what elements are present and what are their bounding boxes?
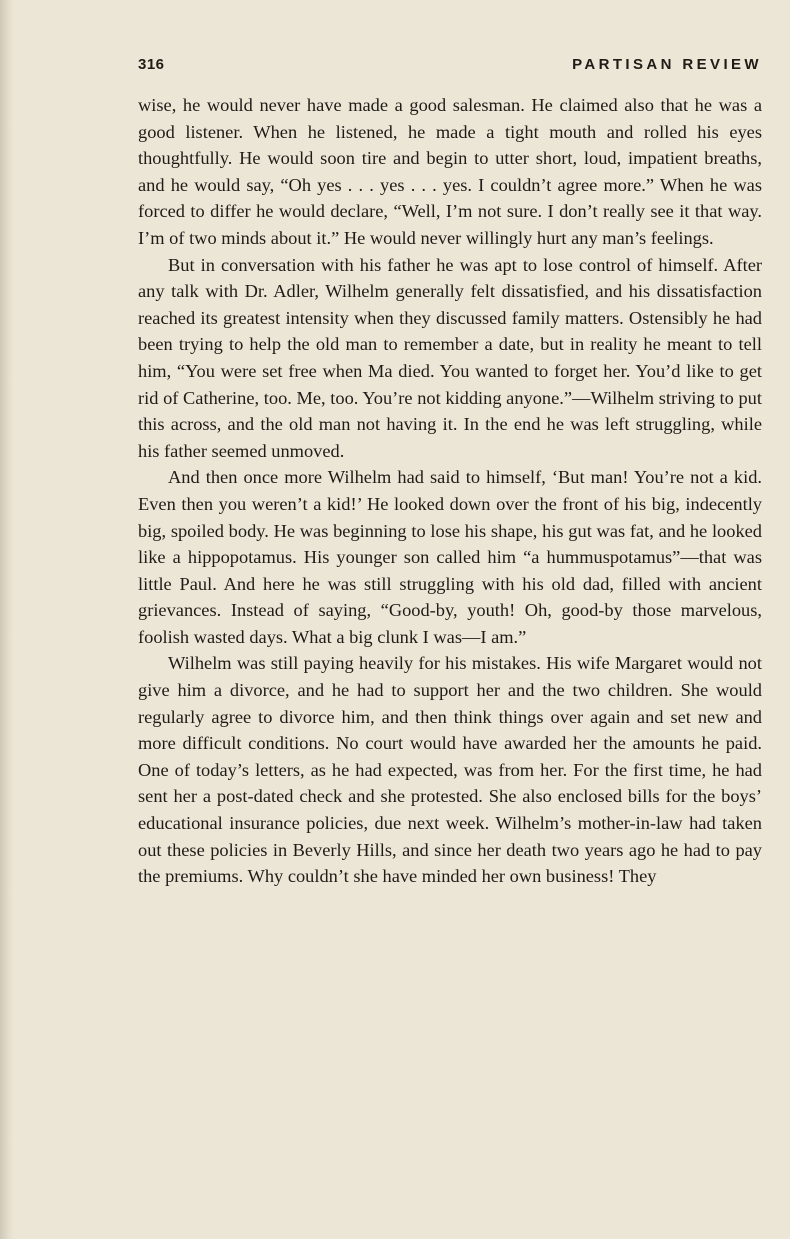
running-head: PARTISAN REVIEW	[572, 56, 762, 73]
paragraph-4: Wilhelm was still paying heavily for his mistakes. His wife Margaret would not give him a divorce, and he had to support her and the two children. She would regularly agree to divorce him, and then think things over again and set new and more difficult conditions. No court would have awarded her the amounts he paid. One of today’s letters, as he had expected, was from her. For the first time, he had sent her a post-dated check and she protested. She also enclosed bills for the boys’ educational insurance policies, due next week. Wilhelm’s mother-in-law had taken out these policies in Beverly Hills, and since her death two years ago he had to pay the premiums. Why couldn’t she have minded her own business! They	[138, 653, 762, 887]
paragraph-2: But in conversation with his father he was apt to lose control of himself. After any talk with Dr. Adler, Wilhelm generally felt dissatisfied, and his dissatisfaction reached its greatest intensity when they discussed family matters. Ostensibly he had been trying to help the old man to remember a date, but in reality he meant to tell him, “You were set free when Ma died. You wanted to forget her. You’d like to get rid of Catherine, too. Me, too. You’re not kidding anyone.”—Wilhelm striving to put this across, and the old man not having it. In the end he was left struggling, while his father seemed unmoved.	[138, 254, 762, 461]
body-text	[138, 92, 762, 890]
page-gutter-shadow	[0, 0, 14, 1239]
paragraph-1: wise, he would never have made a good salesman. He claimed also that he was a good listener. When he listened, he made a tight mouth and rolled his eyes thoughtfully. He would soon tire and begin to utter short, loud, impatient breaths, and he would say, “Oh yes . . . yes . . . yes. I couldn’t agree more.” When he was forced to differ he would declare, “Well, I’m not sure. I don’t really see it that way. I’m of two minds about it.” He would never willingly hurt any man’s feelings.	[138, 95, 762, 248]
paragraph-3: And then once more Wilhelm had said to himself, ‘But man! You’re not a kid. Even then you weren’t a kid!’ He looked down over the front of his big, indecently big, spoiled body. He was beginning to lose his shape, his gut was fat, and he looked like a hippopotamus. His younger son called him “a hummuspotamus”—that was little Paul. And here he was still struggling with his old dad, filled with ancient grievances. Instead of saying, “Good-by, youth! Oh, good-by those marvelous, foolish wasted days. What a big clunk I was—I am.”	[138, 467, 762, 647]
page-header	[138, 56, 762, 78]
page-number: 316	[138, 56, 165, 73]
